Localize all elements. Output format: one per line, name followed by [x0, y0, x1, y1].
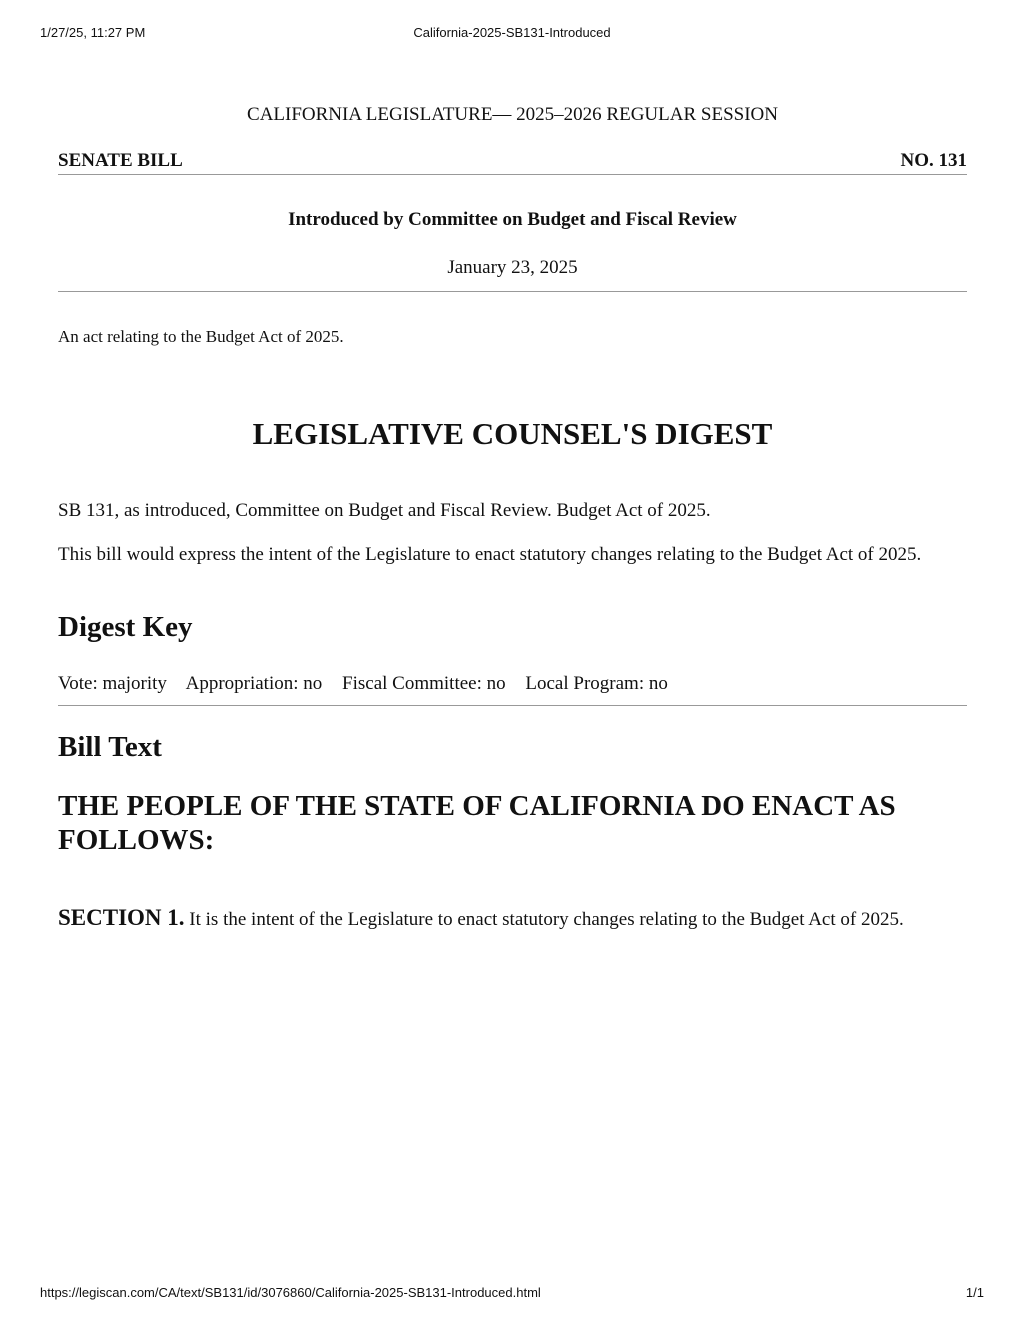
section-label: SECTION 1. — [58, 905, 185, 930]
print-url: https://legiscan.com/CA/text/SB131/id/3076860/California-2025-SB131-Introduced.html — [40, 1285, 541, 1300]
appropriation-value: Appropriation: no — [185, 673, 323, 694]
print-page-number: 1/1 — [965, 1285, 984, 1300]
digest-heading: LEGISLATIVE COUNSEL'S DIGEST — [252, 416, 773, 451]
bill-number: NO. 131 — [900, 150, 967, 171]
digest-body: This bill would express the intent of the Legislature to enact statutory changes relating to the Budget Act of 2025. — [58, 544, 922, 565]
section-1 — [58, 905, 967, 931]
introduced-date: January 23, 2025 — [447, 257, 578, 278]
digest-key-heading: Digest Key — [58, 611, 193, 643]
section-text: It is the intent of the Legislature to enact statutory changes relating to the Budget Act of 2025. — [189, 909, 904, 930]
divider — [58, 291, 967, 292]
digest-key-values — [58, 673, 967, 695]
divider — [58, 705, 967, 706]
print-doc-title: California-2025-SB131-Introduced — [413, 25, 611, 40]
print-footer — [40, 1285, 984, 1303]
print-datetime: 1/27/25, 11:27 PM — [40, 25, 146, 40]
introduced-by: Introduced by Committee on Budget and Fiscal Review — [288, 209, 737, 230]
session-heading: CALIFORNIA LEGISLATURE— 2025–2026 REGULAR SESSION — [247, 104, 778, 125]
bill-id-row — [58, 150, 967, 175]
bill-text-heading: Bill Text — [58, 731, 162, 763]
enacting-clause: THE PEOPLE OF THE STATE OF CALIFORNIA DO ENACT AS FOLLOWS: — [58, 790, 896, 856]
digest-summary: SB 131, as introduced, Committee on Budget and Fiscal Review. Budget Act of 2025. — [58, 500, 711, 521]
act-title: An act relating to the Budget Act of 2025. — [58, 327, 344, 346]
vote-value: Vote: majority — [58, 673, 167, 694]
print-header — [40, 25, 984, 43]
fiscal-committee-value: Fiscal Committee: no — [342, 673, 506, 694]
local-program-value: Local Program: no — [525, 673, 668, 694]
bill-type: SENATE BILL — [58, 150, 183, 171]
